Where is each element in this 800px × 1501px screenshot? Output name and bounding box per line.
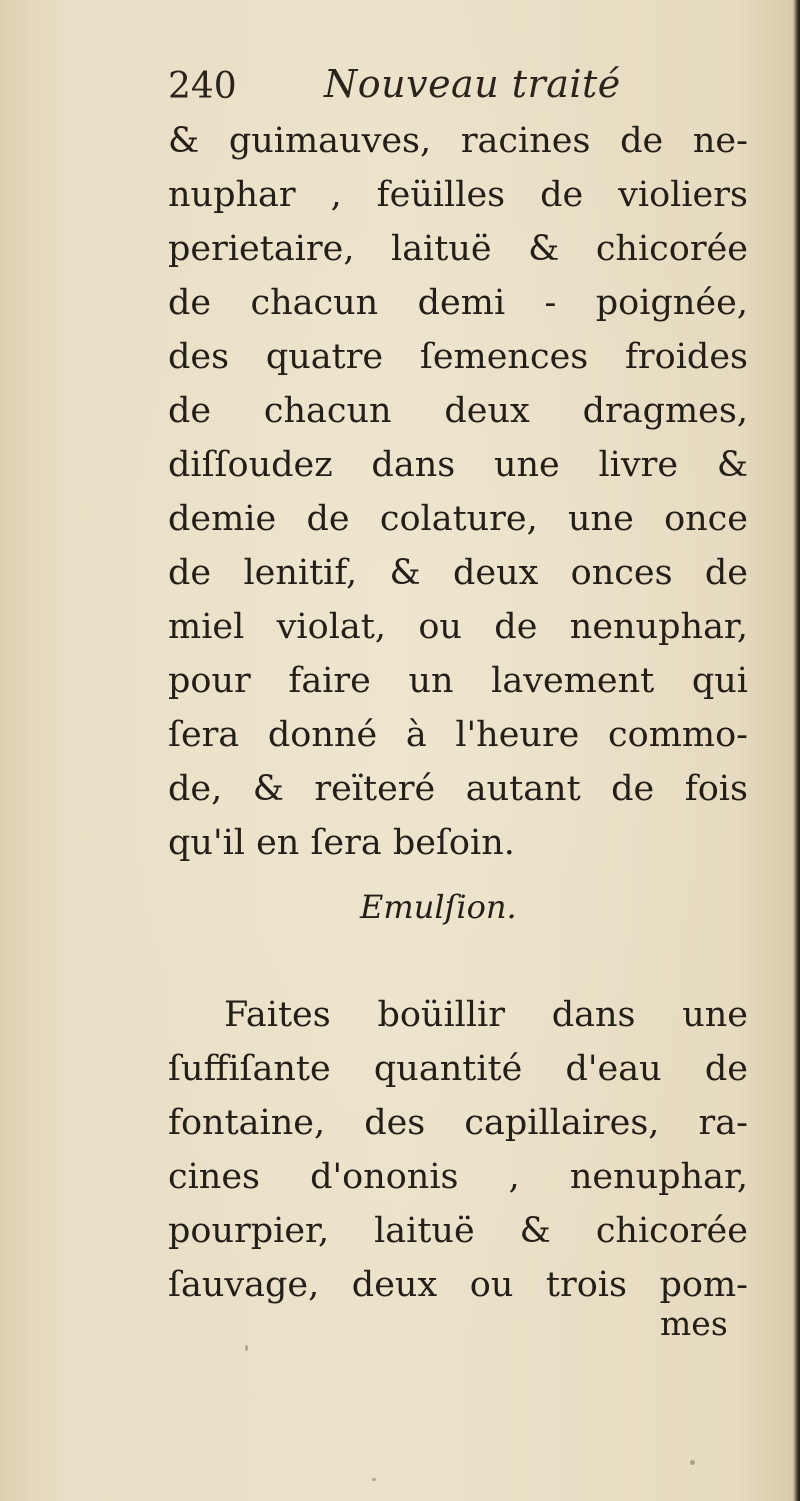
word: capillaires, xyxy=(464,1103,660,1143)
word: de, xyxy=(168,769,223,809)
word: dans xyxy=(371,445,456,485)
text-line: qu'il en ſera beſoin. xyxy=(168,823,515,863)
word: , xyxy=(508,1157,520,1197)
word: miel xyxy=(168,607,245,647)
word: une xyxy=(493,445,560,485)
word: perietaire, xyxy=(168,229,355,269)
word: de xyxy=(620,121,664,161)
word: demie xyxy=(168,499,277,539)
word: onces xyxy=(570,553,673,593)
word: racines xyxy=(460,121,591,161)
word: quatre xyxy=(265,337,384,377)
paper-speck xyxy=(372,1478,376,1481)
word: de xyxy=(704,1049,748,1089)
word: ra- xyxy=(698,1103,748,1143)
text-line xyxy=(168,546,748,600)
word: once xyxy=(664,499,748,539)
word: ou xyxy=(418,607,462,647)
word: chacun xyxy=(263,391,392,431)
text-line xyxy=(168,762,748,816)
word: Faites xyxy=(224,995,331,1035)
word: quantité xyxy=(373,1049,523,1089)
word: deux xyxy=(444,391,530,431)
word: & xyxy=(716,445,748,485)
word: des xyxy=(364,1103,426,1143)
text-line xyxy=(168,222,748,276)
word: trois xyxy=(545,1265,627,1305)
word: froides xyxy=(624,337,748,377)
word: chicorée xyxy=(595,229,748,269)
catchword: mes xyxy=(660,1304,728,1343)
word: chicorée xyxy=(595,1211,748,1251)
text-line xyxy=(168,600,748,654)
word: violiers xyxy=(618,175,748,215)
word: diſſoudez xyxy=(168,445,333,485)
word: cines xyxy=(168,1157,261,1197)
paper-speck xyxy=(690,1460,695,1465)
word: poignée, xyxy=(595,283,748,323)
word: de xyxy=(168,391,212,431)
text-line xyxy=(168,330,748,384)
word: & xyxy=(252,769,284,809)
word: de xyxy=(540,175,584,215)
text-line xyxy=(168,1096,748,1150)
word: d'ononis xyxy=(310,1157,459,1197)
word: de xyxy=(168,553,212,593)
word: deux xyxy=(351,1265,438,1305)
word: demi xyxy=(417,283,506,323)
word: dragmes, xyxy=(582,391,748,431)
word: une xyxy=(682,995,748,1035)
word: deux xyxy=(452,553,539,593)
word: feüilles xyxy=(376,175,506,215)
word: fontaine, xyxy=(168,1103,326,1143)
word: chacun xyxy=(250,283,379,323)
word: lavement xyxy=(491,661,655,701)
word: de xyxy=(704,553,748,593)
running-title: Nouveau traité xyxy=(324,62,621,106)
word: un xyxy=(408,661,454,701)
text-line xyxy=(168,1204,748,1258)
word: guimauves, xyxy=(228,121,432,161)
word: ſemences xyxy=(419,337,589,377)
word: donné xyxy=(267,715,378,755)
word: boüillir xyxy=(377,995,505,1035)
section-title: Emulſion. xyxy=(360,888,517,926)
text-line xyxy=(168,114,748,168)
word: pom- xyxy=(659,1265,748,1305)
text-line xyxy=(168,276,748,330)
running-header xyxy=(168,62,648,112)
word: pour xyxy=(168,661,251,701)
word: autant xyxy=(465,769,581,809)
word: & xyxy=(519,1211,551,1251)
word: ſera xyxy=(168,715,240,755)
word: reïteré xyxy=(314,769,436,809)
text-line xyxy=(168,438,748,492)
word: livre xyxy=(598,445,679,485)
word: des xyxy=(168,337,230,377)
word: fois xyxy=(684,769,748,809)
word: ne- xyxy=(692,121,748,161)
word: à xyxy=(405,715,427,755)
word: - xyxy=(544,283,557,323)
word: de xyxy=(611,769,655,809)
word: pourpier, xyxy=(168,1211,330,1251)
word: & xyxy=(389,553,421,593)
paragraph-2 xyxy=(168,988,748,1312)
word: de xyxy=(494,607,538,647)
word: dans xyxy=(551,995,636,1035)
text-line xyxy=(168,1150,748,1204)
text-line xyxy=(168,988,748,1042)
page-number: 240 xyxy=(168,66,237,107)
text-line xyxy=(168,492,748,546)
word: & xyxy=(168,121,200,161)
word: l'heure xyxy=(455,715,580,755)
word: ou xyxy=(469,1265,514,1305)
page-edge-shadow xyxy=(793,0,800,1501)
word: violat, xyxy=(276,607,386,647)
word: colature, xyxy=(379,499,538,539)
text-line xyxy=(168,168,748,222)
word: nenuphar, xyxy=(569,1157,748,1197)
text-line xyxy=(168,384,748,438)
word: , xyxy=(330,175,342,215)
text-line xyxy=(168,1042,748,1096)
text-line xyxy=(168,708,748,762)
word: & xyxy=(528,229,560,269)
word: une xyxy=(568,499,634,539)
paragraph-1 xyxy=(168,114,748,870)
word: d'eau xyxy=(565,1049,662,1089)
word: de xyxy=(168,283,212,323)
word: lenitif, xyxy=(243,553,358,593)
word: laituë xyxy=(374,1211,475,1251)
paper-speck xyxy=(245,1345,248,1351)
word: ſauvage, xyxy=(168,1265,320,1305)
word: nenuphar, xyxy=(569,607,748,647)
word: nuphar xyxy=(168,175,296,215)
word: laituë xyxy=(391,229,492,269)
word: commo- xyxy=(608,715,748,755)
word: faire xyxy=(288,661,371,701)
word: qui xyxy=(691,661,748,701)
text-line xyxy=(168,654,748,708)
word: ſuffiſante xyxy=(168,1049,331,1089)
word: de xyxy=(306,499,350,539)
